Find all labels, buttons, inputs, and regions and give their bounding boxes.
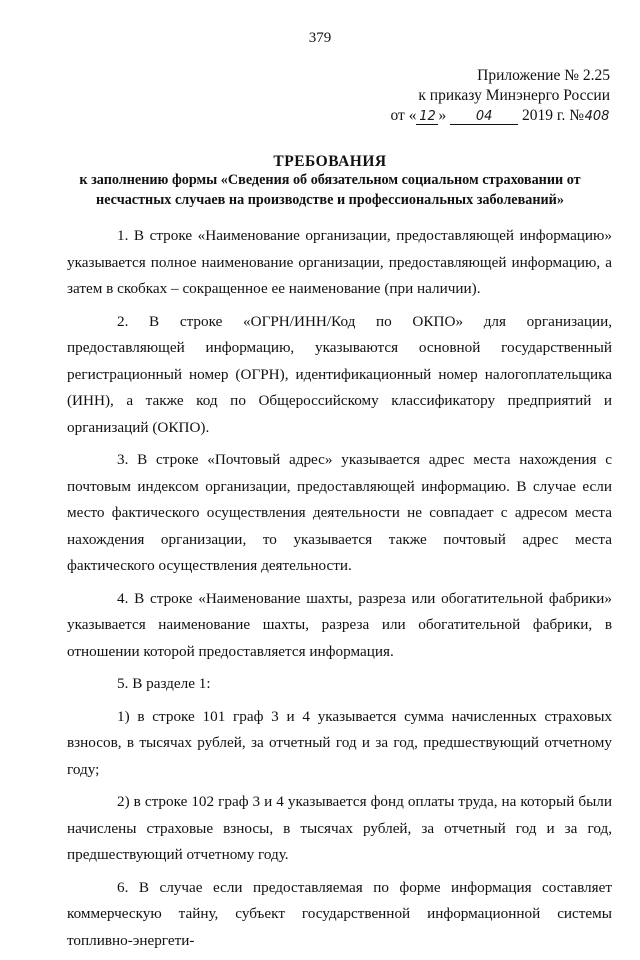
paragraph-5-1: 1) в строке 101 граф 3 и 4 указывается сумма начисленных страховых взносов, в тысячах рублей, за отчетный год и за год, предшествующий отчетному году; bbox=[67, 707, 612, 778]
paragraph-6: 6. В случае если предоставляемая по форме информация составляет коммерческую тайну, субъект государственной информационной системы топливно-энергети- bbox=[67, 878, 612, 949]
document-body bbox=[67, 223, 612, 960]
document-subtitle: к заполнению формы «Сведения об обязательном социальном страховании от несчастных случаев на производстве и профессиональных заболеваний» bbox=[79, 172, 581, 208]
appendix-date-line bbox=[350, 106, 610, 126]
paragraph-3: 3. В строке «Почтовый адрес» указывается адрес места нахождения с почтовым индексом организации, предоставляющей информацию. В случае если место фактического осуществления деятельности не совпадает с адресом места нахождения организации, то указывается также почтовый адрес места фактического осуществления деятельности. bbox=[67, 451, 612, 574]
paragraph-5: 5. В разделе 1: bbox=[117, 675, 211, 692]
date-day-suffix: » bbox=[438, 107, 447, 124]
appendix-header bbox=[350, 66, 610, 126]
appendix-order-ref: к приказу Минэнерго России bbox=[418, 87, 610, 104]
paragraph-2: 2. В строке «ОГРН/ИНН/Код по ОКПО» для организации, предоставляющей информацию, указываются основной государственный регистрационный номер (ОГРН), идентификационный номер налогоплательщика (ИНН), а также код по Общероссийскому классификатору предприятий и организаций (ОКПО). bbox=[67, 312, 612, 436]
order-number-handwritten: 408 bbox=[584, 109, 610, 124]
date-month-handwritten: 04 bbox=[450, 109, 518, 125]
order-number-prefix: № bbox=[569, 107, 584, 124]
date-year: 2019 г. bbox=[521, 107, 566, 124]
date-from-prefix: от « bbox=[390, 107, 417, 124]
document-title: ТРЕБОВАНИЯ bbox=[273, 153, 387, 170]
appendix-title: Приложение № 2.25 bbox=[477, 67, 610, 84]
page-number: 379 bbox=[308, 30, 332, 46]
paragraph-5-2: 2) в строке 102 граф 3 и 4 указывается фонд оплаты труда, на который были начислены страховые взносы, в тысячах рублей, за отчетный год и за год, предшествующий отчетному году. bbox=[67, 793, 612, 863]
paragraph-1: 1. В строке «Наименование организации, предоставляющей информацию» указывается полное наименование организации, предоставляющей информацию, а затем в скобках – сокращенное ее наименование (при наличии). bbox=[67, 227, 612, 297]
paragraph-4: 4. В строке «Наименование шахты, разреза или обогатительной фабрики» указывается наименование шахты, разреза или обогатительной фабрики, в отношении которой предоставляется информация. bbox=[67, 589, 612, 660]
date-day-handwritten: 12 bbox=[416, 109, 438, 125]
